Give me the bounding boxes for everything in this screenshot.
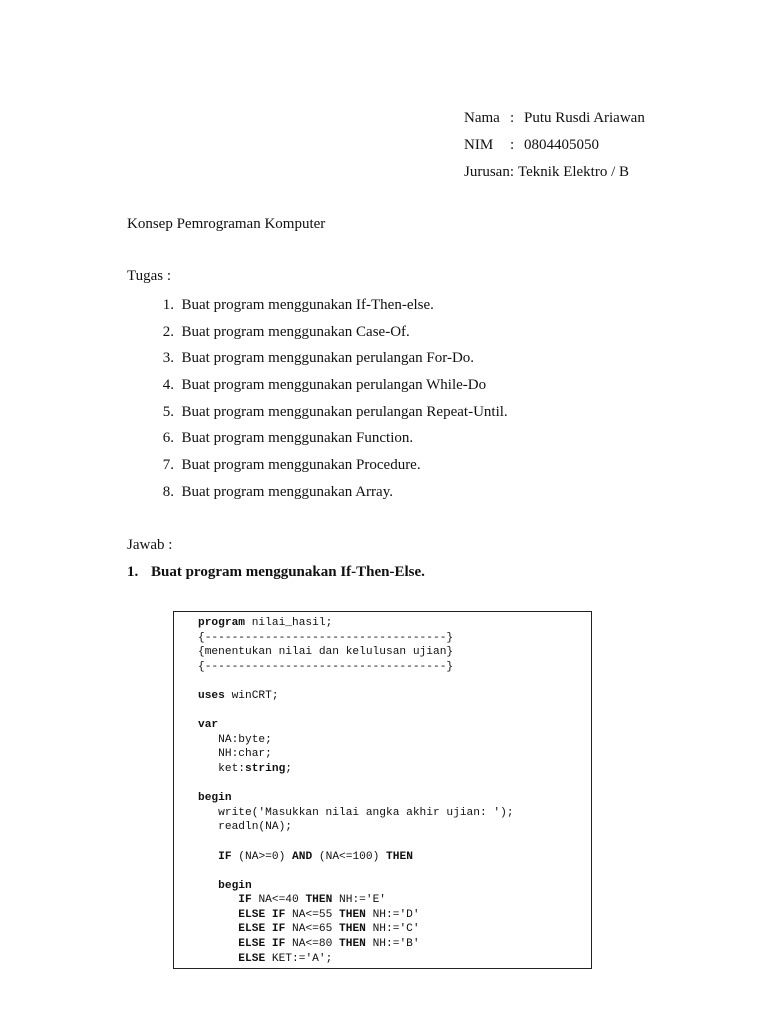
code-line: [198, 674, 514, 689]
code-line: [198, 922, 514, 937]
code-box: [173, 611, 592, 969]
task-number: 6.: [162, 430, 174, 447]
code-keyword: THEN: [339, 938, 366, 951]
task-item: [127, 482, 508, 509]
tugas-heading: Tugas :: [127, 268, 172, 284]
info-row-nama: [464, 108, 645, 135]
info-row-nim: [464, 135, 645, 162]
code-text: (NA>=0): [231, 850, 293, 863]
code-line: [198, 952, 514, 967]
task-item: [127, 295, 508, 322]
task-number: 4.: [162, 377, 174, 394]
code-line: [198, 893, 514, 908]
task-item: [127, 375, 508, 402]
code-text: write('Masukkan nilai angka akhir ujian: ');: [198, 806, 514, 819]
code-keyword: var: [198, 719, 219, 732]
code-text: NA:byte;: [198, 733, 272, 746]
code-text: NH:='E': [332, 894, 387, 907]
task-number: 2.: [162, 323, 174, 340]
code-text: [198, 880, 218, 892]
code-line: [198, 806, 514, 821]
code-keyword: THEN: [305, 894, 333, 907]
task-item: [127, 348, 508, 375]
code-text: {menentukan nilai dan kelulusan ujian}: [198, 646, 454, 659]
code-keyword: THEN: [339, 923, 366, 936]
code-text: ket:: [198, 762, 245, 775]
task-text: Buat program menggunakan Function.: [181, 430, 414, 447]
task-number: 8.: [162, 483, 174, 500]
code-line: [198, 704, 514, 719]
code-text: NH:='D': [365, 908, 420, 921]
task-list: [127, 295, 508, 509]
code-line: [198, 631, 514, 646]
code-text: NA<=80: [285, 938, 340, 951]
answer-title: Buat program menggunakan If-Then-Else.: [151, 564, 425, 580]
code-keyword: IF: [238, 894, 252, 907]
code-text: ;: [285, 762, 293, 775]
code-text: NH:='B': [365, 938, 420, 951]
code-keyword: program: [198, 617, 245, 629]
course-title: Konsep Pemrograman Komputer: [127, 216, 326, 232]
info-label: Jurusan:: [464, 164, 514, 180]
info-value: 0804405050: [524, 137, 599, 153]
code-listing: [198, 616, 514, 966]
jawab-heading: Jawab :: [127, 537, 173, 553]
task-number: 5.: [162, 403, 174, 420]
info-value: Teknik Elektro / B: [518, 164, 630, 180]
code-text: NA<=65: [285, 923, 340, 936]
info-row-jurusan: [464, 162, 645, 189]
code-line: [198, 864, 514, 879]
code-text: nilai_hasil;: [245, 617, 333, 629]
task-text: Buat program menggunakan If-Then-else.: [181, 297, 434, 313]
info-colon: :: [510, 110, 515, 126]
code-keyword: string: [245, 762, 286, 775]
code-keyword: ELSE: [238, 952, 266, 965]
code-keyword: uses: [198, 689, 225, 702]
info-label: NIM: [464, 137, 494, 153]
code-text: {------------------------------------}: [198, 660, 454, 673]
code-line: [198, 791, 514, 806]
code-text: readln(NA);: [198, 821, 292, 834]
code-text: [198, 909, 238, 921]
code-text: NH:='C': [365, 923, 420, 936]
code-keyword: AND: [292, 850, 313, 863]
code-line: [198, 850, 514, 865]
code-line: [198, 820, 514, 835]
code-text: NH:char;: [198, 748, 272, 761]
code-text: [198, 953, 238, 965]
code-keyword: begin: [198, 792, 232, 805]
answer-1-heading: [127, 564, 425, 581]
code-keyword: ELSE IF: [238, 938, 286, 951]
code-line: [198, 645, 514, 660]
task-item: [127, 322, 508, 349]
code-line: [198, 879, 514, 894]
info-colon: :: [510, 137, 515, 153]
code-keyword: begin: [218, 879, 252, 892]
code-line: [198, 835, 514, 850]
code-text: NA<=40: [251, 894, 306, 907]
task-item: [127, 428, 508, 455]
task-text: Buat program menggunakan Case-Of.: [181, 323, 410, 340]
code-text: [198, 851, 218, 863]
task-number: 3.: [162, 350, 174, 367]
code-keyword: THEN: [339, 908, 366, 921]
code-keyword: IF: [218, 850, 232, 863]
code-line: [198, 733, 514, 748]
task-item: [127, 402, 508, 429]
task-text: Buat program menggunakan Array.: [181, 483, 393, 500]
code-line: [198, 660, 514, 675]
code-keyword: ELSE IF: [238, 908, 286, 921]
code-line: [198, 616, 514, 631]
task-text: Buat program menggunakan perulangan Repeat-Until.: [181, 403, 508, 420]
code-line: [198, 777, 514, 792]
info-label: Nama: [464, 110, 500, 126]
code-text: (NA<=100): [312, 850, 387, 863]
code-keyword: THEN: [386, 850, 413, 863]
code-line: [198, 718, 514, 733]
answer-number: 1.: [127, 564, 139, 580]
code-line: [198, 937, 514, 952]
task-number: 7.: [162, 457, 174, 474]
student-info: [464, 108, 645, 189]
code-line: [198, 762, 514, 777]
task-text: Buat program menggunakan perulangan While-Do: [181, 377, 487, 394]
task-text: Buat program menggunakan perulangan For-Do.: [181, 350, 475, 367]
info-value: Putu Rusdi Ariawan: [524, 110, 645, 126]
task-number: 1.: [162, 297, 174, 313]
code-text: NA<=55: [285, 908, 340, 921]
code-text: [198, 938, 238, 950]
task-item: [127, 455, 508, 482]
code-text: [198, 894, 238, 906]
code-text: {------------------------------------}: [198, 631, 454, 644]
code-text: [198, 923, 238, 935]
code-line: [198, 908, 514, 923]
code-line: [198, 689, 514, 704]
task-text: Buat program menggunakan Procedure.: [181, 457, 421, 474]
code-keyword: ELSE IF: [238, 923, 286, 936]
code-text: winCRT;: [224, 689, 279, 702]
code-line: [198, 747, 514, 762]
code-text: KET:='A';: [265, 952, 333, 965]
